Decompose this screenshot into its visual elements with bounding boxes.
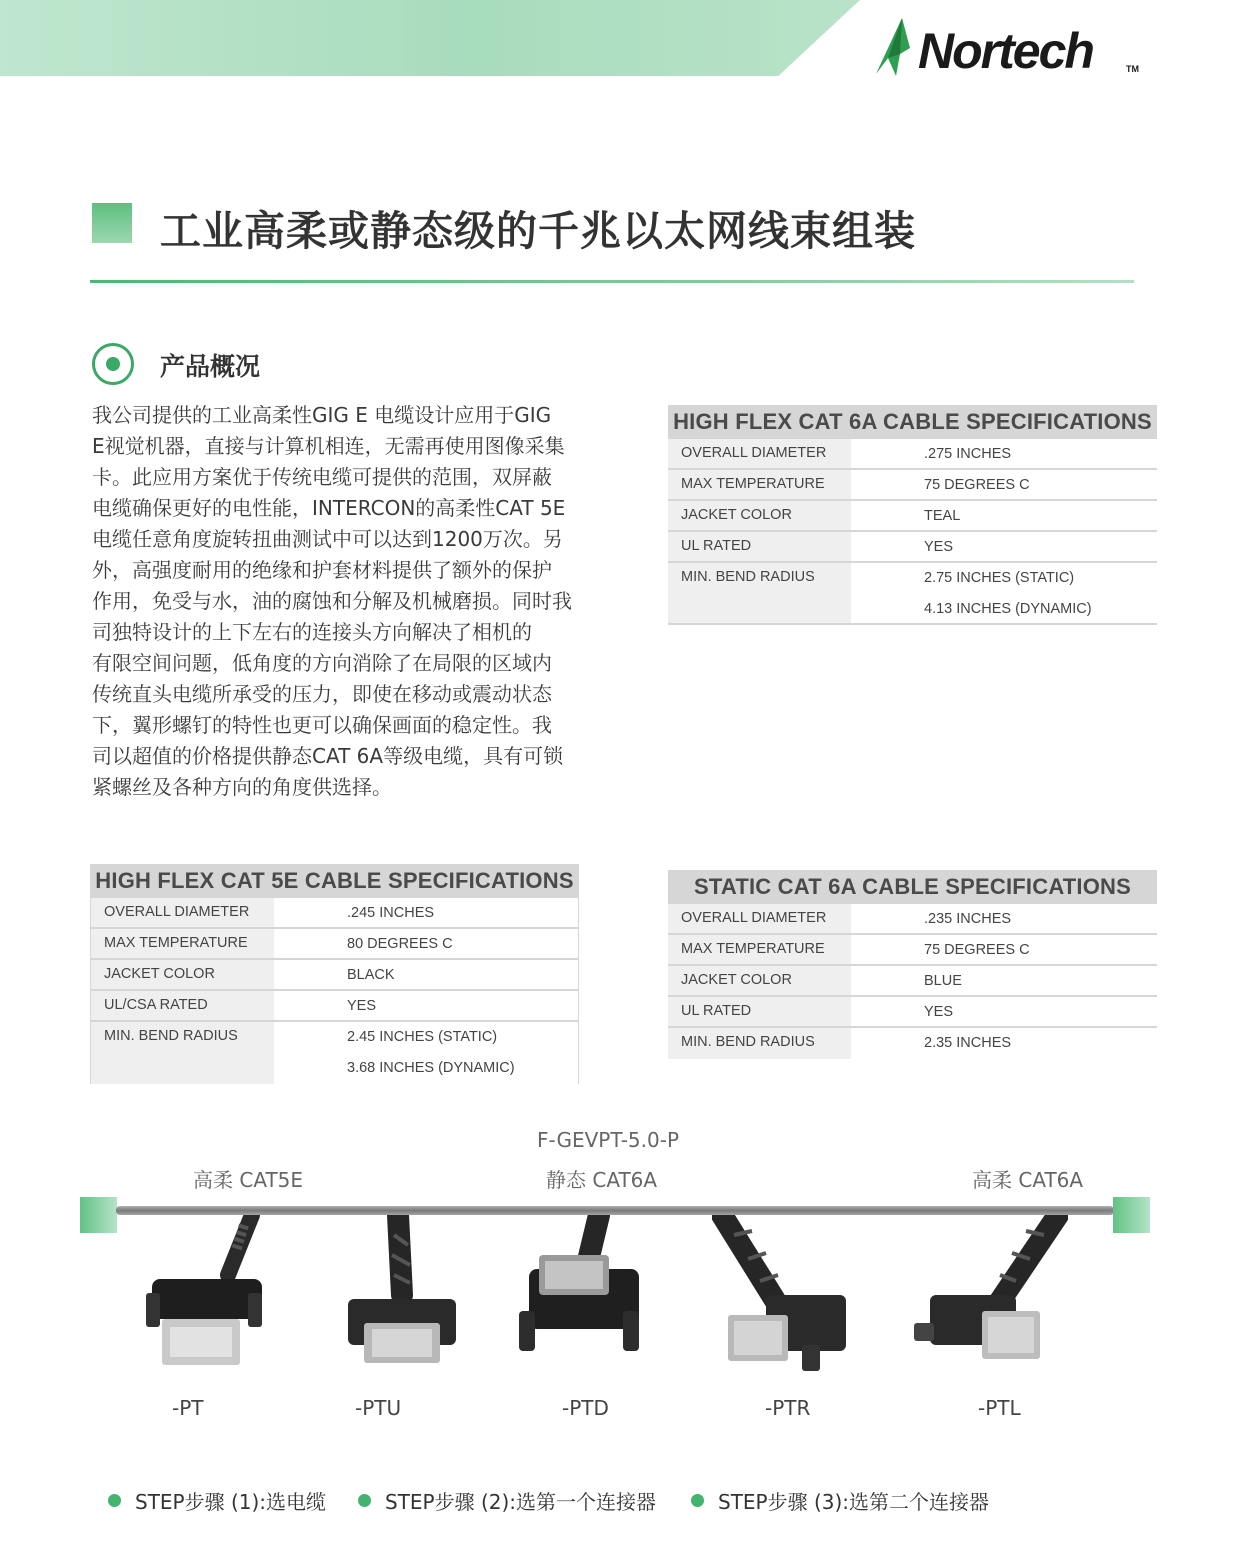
overview-line: 外，高强度耐用的绝缘和护套材料提供了额外的保护 <box>92 558 552 582</box>
spec-table-title: STATIC CAT 6A CABLE SPECIFICATIONS <box>668 870 1157 904</box>
spec-value: 75 DEGREES C <box>924 477 1030 493</box>
overview-line: E视觉机器，直接与计算机相连，无需再使用图像采集 <box>92 434 565 458</box>
radio-dot-icon <box>92 343 134 385</box>
overview-line: 电缆任意角度旋转扭曲测试中可以达到1200万次。另 <box>92 527 563 551</box>
cable-line <box>116 1206 1114 1215</box>
bullet-dot-icon <box>108 1494 121 1507</box>
spec-label: MIN. BEND RADIUS <box>668 1028 851 1059</box>
cable-label-cat5e: 高柔 CAT5E <box>193 1168 304 1192</box>
spec-label: OVERALL DIAMETER <box>91 898 274 927</box>
spec-table-cat6a-flex <box>668 405 1157 625</box>
spec-label: OVERALL DIAMETER <box>668 904 851 933</box>
connector-pt-image <box>132 1215 292 1385</box>
connector-ptr-icon <box>712 1215 872 1385</box>
spec-label: UL RATED <box>668 532 851 561</box>
connector-label-ptd: -PTD <box>562 1396 609 1420</box>
page-title: 工业高柔或静态级的千兆以太网线束组装 <box>160 207 916 255</box>
spec-label: UL RATED <box>668 997 851 1026</box>
brand-name: Nortech <box>918 23 1093 79</box>
cable-label-static-cat6a: 静态 CAT6A <box>546 1168 658 1192</box>
spec-value: BLACK <box>347 967 395 983</box>
step-2 <box>358 1486 656 1515</box>
spec-table-title: HIGH FLEX CAT 6A CABLE SPECIFICATIONS <box>668 405 1157 439</box>
spec-row <box>91 991 578 1022</box>
step-label: STEP步骤 (1):选电缆 <box>135 1490 327 1514</box>
overview-line: 紧螺丝及各种方向的角度供选择。 <box>92 775 392 799</box>
spec-label: MIN. BEND RADIUS <box>91 1022 274 1084</box>
spec-label: JACKET COLOR <box>668 501 851 530</box>
spec-row <box>668 966 1157 997</box>
spec-row <box>668 501 1157 532</box>
bullet-dot-icon <box>358 1494 371 1507</box>
spec-value: YES <box>924 539 954 555</box>
spec-label: JACKET COLOR <box>668 966 851 995</box>
overview-text <box>92 400 582 803</box>
connector-label-ptl: -PTL <box>978 1396 1021 1420</box>
overview-line: 电缆确保更好的电性能，INTERCON的高柔性CAT 5E <box>92 496 566 520</box>
spec-row <box>91 960 578 991</box>
spec-label: MAX TEMPERATURE <box>91 929 274 958</box>
spec-value: .245 INCHES <box>347 905 435 921</box>
spec-label: JACKET COLOR <box>91 960 274 989</box>
connector-ptl-icon <box>908 1215 1068 1385</box>
header-band <box>0 0 860 76</box>
cable-end-right <box>1113 1197 1150 1233</box>
bullet-dot-icon <box>691 1494 704 1507</box>
spec-value: 2.45 INCHES (STATIC) <box>347 1029 498 1045</box>
connector-ptl-image <box>908 1215 1068 1385</box>
spec-row <box>91 898 578 929</box>
brand-logo <box>866 18 1156 82</box>
cable-end-left <box>80 1197 117 1233</box>
connector-ptu-image <box>330 1215 490 1385</box>
spec-value: YES <box>347 998 377 1014</box>
spec-row <box>668 997 1157 1028</box>
step-label: STEP步骤 (2):选第一个连接器 <box>385 1490 657 1514</box>
spec-row <box>668 1028 1157 1059</box>
connector-ptr-image <box>712 1215 872 1385</box>
title-marker <box>92 203 132 243</box>
connector-ptd-image <box>515 1215 675 1385</box>
spec-label: UL/CSA RATED <box>91 991 274 1020</box>
spec-table-cat5e-flex <box>90 864 579 1084</box>
overview-line: 卡。此应用方案优于传统电缆可提供的范围，双屏蔽 <box>92 465 552 489</box>
spec-label: MIN. BEND RADIUS <box>668 563 851 623</box>
connector-pt-icon <box>132 1215 292 1385</box>
spec-row <box>668 470 1157 501</box>
overview-line: 我公司提供的工业高柔性GIG E 电缆设计应用于GIG <box>92 403 552 427</box>
spec-value: 80 DEGREES C <box>347 936 453 952</box>
spec-value: .275 INCHES <box>924 446 1012 462</box>
spec-row <box>668 439 1157 470</box>
spec-label: MAX TEMPERATURE <box>668 935 851 964</box>
spec-row <box>91 929 578 960</box>
spec-value: BLUE <box>924 973 962 989</box>
connector-label-ptu: -PTU <box>355 1396 402 1420</box>
connector-ptd-icon <box>515 1215 675 1385</box>
spec-value: 2.75 INCHES (STATIC) <box>924 570 1075 586</box>
spec-value: YES <box>924 1004 954 1020</box>
connector-label-pt: -PT <box>172 1396 204 1420</box>
overview-line: 作用，免受与水，油的腐蚀和分解及机械磨损。同时我 <box>92 589 572 613</box>
title-divider <box>90 280 1134 283</box>
section-heading: 产品概况 <box>160 352 261 381</box>
spec-value: TEAL <box>924 508 961 524</box>
spec-table-cat6a-static <box>668 870 1157 1059</box>
spec-value: 4.13 INCHES (DYNAMIC) <box>924 601 1092 617</box>
overview-line: 司独特设计的上下左右的连接头方向解决了相机的 <box>92 620 532 644</box>
spec-value: 3.68 INCHES (DYNAMIC) <box>347 1060 515 1076</box>
spec-row <box>668 563 1157 625</box>
step-3 <box>691 1486 989 1515</box>
spec-value: 75 DEGREES C <box>924 942 1030 958</box>
spec-value: .235 INCHES <box>924 911 1012 927</box>
spec-label: MAX TEMPERATURE <box>668 470 851 499</box>
step-label: STEP步骤 (3):选第二个连接器 <box>718 1490 990 1514</box>
spec-table-title: HIGH FLEX CAT 5E CABLE SPECIFICATIONS <box>91 864 578 898</box>
spec-row <box>668 532 1157 563</box>
overview-line: 司以超值的价格提供静态CAT 6A等级电缆，具有可锁 <box>92 744 564 768</box>
spec-row <box>668 904 1157 935</box>
overview-line: 下，翼形螺钉的特性也更可以确保画面的稳定性。我 <box>92 713 552 737</box>
connector-label-ptr: -PTR <box>765 1396 811 1420</box>
step-1 <box>108 1486 326 1515</box>
part-number: F-GEVPT-5.0-P <box>537 1128 680 1152</box>
connector-ptu-icon <box>330 1215 490 1385</box>
overview-line: 有限空间问题，低角度的方向消除了在局限的区域内 <box>92 651 552 675</box>
spec-row <box>668 935 1157 966</box>
cable-label-cat6a: 高柔 CAT6A <box>972 1168 1084 1192</box>
spec-row <box>91 1022 578 1084</box>
overview-line: 传统直头电缆所承受的压力，即使在移动或震动状态 <box>92 682 552 706</box>
spec-value: 2.35 INCHES <box>924 1035 1012 1051</box>
spec-label: OVERALL DIAMETER <box>668 439 851 468</box>
trademark: TM <box>1126 64 1139 74</box>
nortech-arrow-icon <box>866 18 916 76</box>
